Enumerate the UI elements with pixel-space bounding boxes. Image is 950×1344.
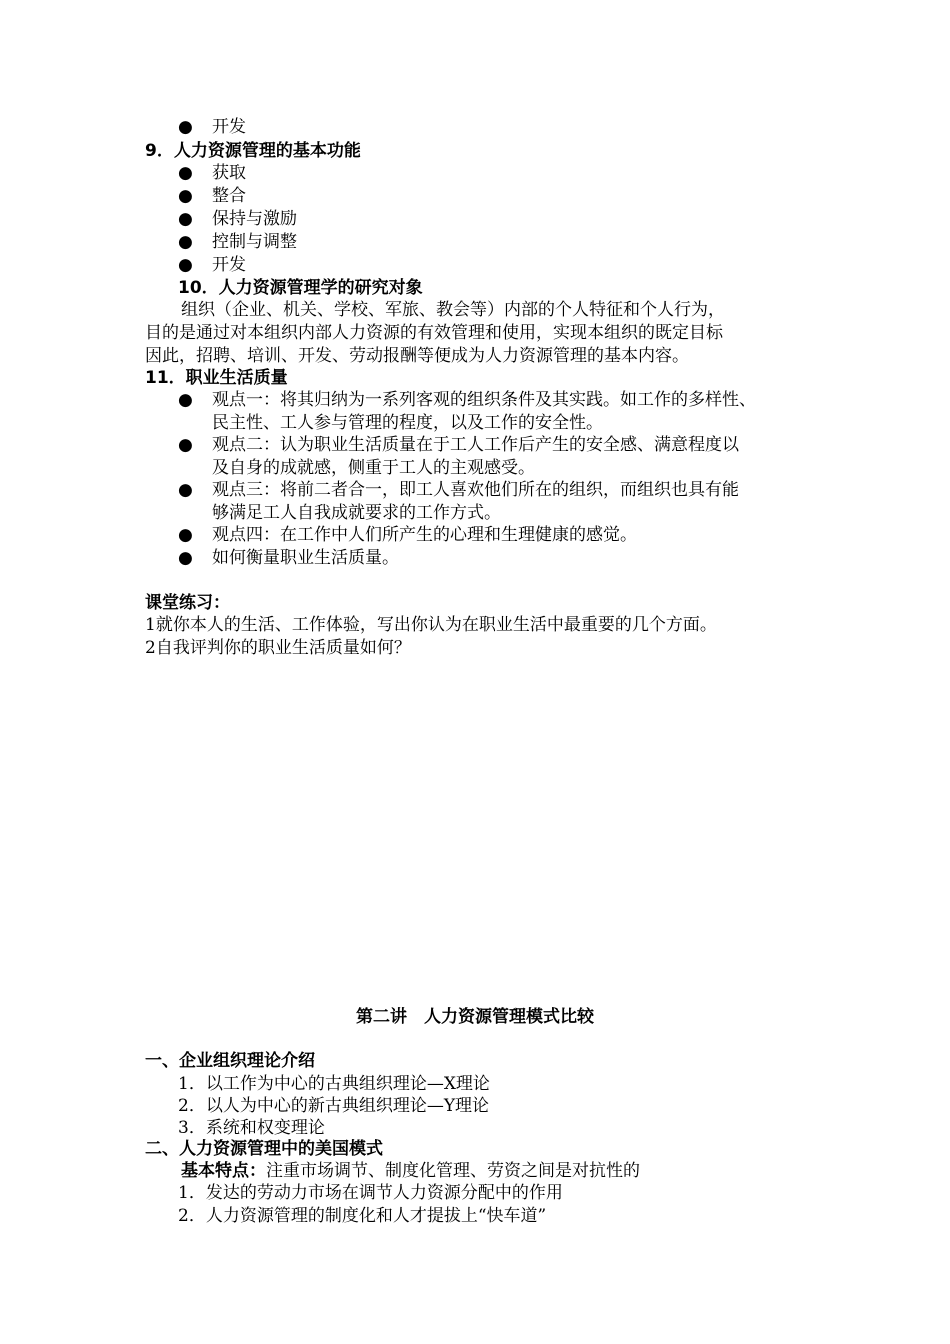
paragraph-line: 组织（企业、机关、学校、军旅、教会等）内部的个人特征和个人行为， xyxy=(181,300,725,320)
paragraph-line: 目的是通过对本组织内部人力资源的有效管理和使用，实现本组织的既定目标 xyxy=(145,323,723,343)
bullet-icon: ● xyxy=(178,186,193,206)
exercise-title: 课堂练习： xyxy=(145,593,230,613)
exercise-question: 1就你本人的生活、工作体验，写出你认为在职业生活中最重要的几个方面。 xyxy=(145,615,717,635)
list-item: 开发 xyxy=(212,255,246,275)
list-item: 1．发达的劳动力市场在调节人力资源分配中的作用 xyxy=(178,1183,563,1203)
list-item: 保持与激励 xyxy=(212,209,297,229)
feature-label: 基本特点： xyxy=(181,1161,266,1181)
list-item: 观点二：认为职业生活质量在于工人工作后产生的安全感、满意程度以 xyxy=(212,435,739,455)
list-item: 开发 xyxy=(212,117,246,137)
bullet-icon: ● xyxy=(178,255,193,275)
bullet-icon: ● xyxy=(178,232,193,252)
list-item: 控制与调整 xyxy=(212,232,297,252)
exercise-question: 2自我评判你的职业生活质量如何？ xyxy=(145,638,411,658)
list-item: 1．以工作为中心的古典组织理论—X理论 xyxy=(178,1074,490,1094)
list-item: 3．系统和权变理论 xyxy=(178,1118,325,1138)
bullet-icon: ● xyxy=(178,163,193,183)
section-11-title: 11．职业生活质量 xyxy=(145,368,288,388)
bullet-icon: ● xyxy=(178,435,193,455)
bullet-icon: ● xyxy=(178,480,193,500)
list-item: 2．人力资源管理的制度化和人才提拔上“快车道” xyxy=(178,1206,547,1226)
paragraph-line: 因此，招聘、培训、开发、劳动报酬等便成为人力资源管理的基本内容。 xyxy=(145,346,689,366)
list-item: 观点一：将其归纳为一系列客观的组织条件及其实践。如工作的多样性、 xyxy=(212,390,756,410)
part-2-title: 二、人力资源管理中的美国模式 xyxy=(145,1139,383,1159)
list-item-continuation: 民主性、工人参与管理的程度，以及工作的安全性。 xyxy=(212,413,603,433)
part-1-title: 一、企业组织理论介绍 xyxy=(145,1051,315,1071)
bullet-icon: ● xyxy=(178,548,193,568)
list-item-continuation: 及自身的成就感，侧重于工人的主观感受。 xyxy=(212,458,535,478)
feature-text: 注重市场调节、制度化管理、劳资之间是对抗性的 xyxy=(266,1161,640,1181)
list-item: 观点四：在工作中人们所产生的心理和生理健康的感觉。 xyxy=(212,525,637,545)
list-item-continuation: 够满足工人自我成就要求的工作方式。 xyxy=(212,503,501,523)
bullet-icon: ● xyxy=(178,525,193,545)
section-9-title: 9．人力资源管理的基本功能 xyxy=(145,141,361,161)
bullet-icon: ● xyxy=(178,117,193,137)
section-10-title: 10．人力资源管理学的研究对象 xyxy=(178,278,423,298)
lecture-title: 第二讲 人力资源管理模式比较 xyxy=(356,1007,594,1027)
list-item: 2．以人为中心的新古典组织理论—Y理论 xyxy=(178,1096,490,1116)
feature-line xyxy=(181,1160,640,1182)
list-item: 整合 xyxy=(212,186,246,206)
bullet-icon: ● xyxy=(178,390,193,410)
list-item: 观点三：将前二者合一，即工人喜欢他们所在的组织，而组织也具有能 xyxy=(212,480,739,500)
list-item: 获取 xyxy=(212,163,246,183)
bullet-icon: ● xyxy=(178,209,193,229)
list-item: 如何衡量职业生活质量。 xyxy=(212,548,399,568)
